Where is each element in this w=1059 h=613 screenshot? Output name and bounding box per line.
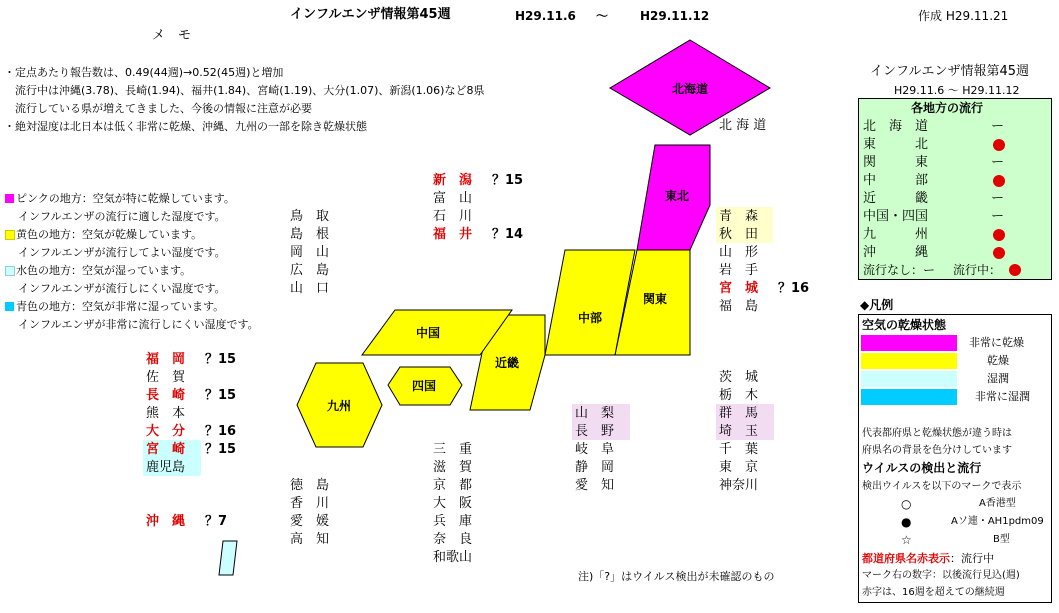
region-label-hokkaido: 北海道 bbox=[671, 82, 709, 96]
footnote: 注)「?」はウイルス検出が未確認のもの bbox=[578, 570, 775, 583]
pref-shiga: 滋 賀 bbox=[433, 460, 473, 475]
row-region: 近 畿 bbox=[863, 191, 929, 206]
memo-heading: メ モ bbox=[152, 28, 192, 43]
pref-hyogo: 兵 庫 bbox=[433, 514, 473, 529]
legend-swatch-pink bbox=[861, 335, 957, 351]
pref-tokushima: 徳 島 bbox=[290, 478, 330, 493]
pref-miyazaki: 宮 崎 bbox=[146, 442, 186, 457]
humidity-note: 黄色の地方：空気が乾燥しています。 bbox=[16, 228, 203, 241]
pref-oita-mark: ？16 bbox=[205, 424, 237, 439]
virus-desc: 検出ウイルスを以下のマークで表示 bbox=[862, 481, 1022, 492]
pref-mie: 三 重 bbox=[433, 442, 473, 457]
pref-miyazaki-mark: ？15 bbox=[205, 442, 237, 457]
table-row bbox=[859, 173, 1051, 191]
memo-line: 流行中は沖縄(3.78)、長崎(1.94)、福井(1.84)、宮崎(1.19)、大分(1.07)、新潟(1.06)など8県 bbox=[4, 84, 485, 97]
pref-tottori: 鳥 取 bbox=[290, 209, 330, 224]
pref-yamanashi: 山 梨 bbox=[575, 406, 615, 421]
pref-yamaguchi: 山 口 bbox=[290, 281, 330, 296]
pref-fukushima: 福 島 bbox=[719, 299, 759, 314]
side-dates: H29.11.6 〜 H29.11.12 bbox=[894, 84, 1020, 97]
date-to: H29.11.12 bbox=[640, 9, 710, 23]
row-status: ー bbox=[991, 119, 1005, 134]
pref-akita: 秋 田 bbox=[719, 227, 759, 242]
active-dot-icon bbox=[993, 247, 1005, 259]
virus-mark-icon: ○ bbox=[901, 497, 912, 511]
pref-saitama: 埼 玉 bbox=[719, 424, 759, 439]
pref-iwate: 岩 手 bbox=[719, 263, 759, 278]
virus-label: B型 bbox=[993, 534, 1010, 545]
legend-note: 府県名の背景を色分けしています bbox=[862, 445, 1012, 456]
table-row bbox=[859, 191, 1051, 209]
table-row bbox=[859, 209, 1051, 227]
table-row bbox=[859, 137, 1051, 155]
pref-shizuoka: 静 岡 bbox=[575, 460, 615, 475]
legend-note: 代表都府県と乾燥状態が違う時は bbox=[862, 428, 1012, 439]
pref-gunma: 群 馬 bbox=[719, 406, 759, 421]
pref-shimane: 島 根 bbox=[290, 227, 330, 242]
legend-label: 非常に乾燥 bbox=[969, 336, 1024, 349]
row-region: 北 海 道 bbox=[863, 119, 929, 134]
legend-title: 空気の乾燥状態 bbox=[862, 318, 947, 332]
region-label-chugoku: 中国 bbox=[415, 326, 441, 340]
legend-swatch-yellow bbox=[861, 353, 957, 369]
row-status: ー bbox=[991, 191, 1005, 206]
pref-kagawa: 香 川 bbox=[290, 496, 330, 511]
legend-box bbox=[858, 314, 1052, 603]
pref-gifu: 岐 阜 bbox=[575, 442, 615, 457]
pref-okayama: 岡 山 bbox=[290, 245, 330, 260]
virus-mark-icon: ● bbox=[901, 515, 912, 529]
pref-saga: 佐 賀 bbox=[146, 370, 186, 385]
pref-kagoshima: 鹿児島 bbox=[146, 460, 186, 475]
pref-miyagi-mark: ？16 bbox=[778, 281, 810, 296]
memo-line: ・絶対湿度は北日本は低く非常に乾燥、沖縄、九州の一部を除き乾燥状態 bbox=[4, 120, 367, 133]
pref-okinawa-mark: ？7 bbox=[205, 514, 228, 529]
pref-okinawa: 沖 縄 bbox=[146, 514, 186, 529]
page-title: インフルエンザ情報第45週 bbox=[290, 7, 451, 22]
number-note: マーク右の数字：以後流行見込(週) bbox=[862, 570, 1020, 581]
virus-label: Aソ連・AH1pdm09 bbox=[951, 516, 1044, 527]
humidity-note-sub: インフルエンザが流行しにくい湿度です。 bbox=[18, 282, 226, 295]
pref-oita: 大 分 bbox=[146, 424, 186, 439]
created-date: 作成 H29.11.21 bbox=[918, 9, 1009, 23]
legend-heading: ◆凡例 bbox=[860, 298, 894, 312]
table-row bbox=[859, 227, 1051, 245]
footer-active: 流行中： bbox=[953, 263, 1002, 277]
region-label-kinki: 近畿 bbox=[494, 356, 520, 370]
red-number-note: 赤字は、16週を超えての継続週 bbox=[862, 587, 1005, 598]
table-row bbox=[859, 245, 1051, 263]
legend-label: 湿潤 bbox=[987, 372, 1009, 385]
footer-none: 流行なし：ー bbox=[863, 263, 936, 277]
pref-toyama: 富 山 bbox=[433, 191, 473, 206]
pref-nagasaki: 長 崎 bbox=[146, 388, 186, 403]
pref-fukui-mark: ？14 bbox=[492, 227, 524, 242]
legend-swatch-blue bbox=[861, 389, 957, 405]
pref-tochigi: 栃 木 bbox=[719, 388, 759, 403]
regional-status-table bbox=[858, 98, 1052, 280]
row-status: ー bbox=[991, 209, 1005, 224]
region-label-shikoku: 四国 bbox=[411, 379, 437, 393]
virus-mark-icon: ☆ bbox=[901, 533, 912, 547]
pref-nagasaki-mark: ？15 bbox=[205, 388, 237, 403]
memo-line: 流行している県が増えてきました、今後の情報に注意が必要 bbox=[4, 102, 312, 115]
active-dot-icon bbox=[993, 175, 1005, 187]
region-label-tohoku: 東北 bbox=[664, 189, 690, 203]
humidity-note-sub: インフルエンザの流行に適した湿度です。 bbox=[18, 210, 226, 223]
pref-aichi: 愛 知 bbox=[575, 478, 615, 493]
red-desc: ：流行中 bbox=[950, 552, 994, 565]
legend-swatch-lightblue bbox=[861, 371, 957, 387]
pref-fukui: 福 井 bbox=[433, 227, 473, 242]
pref-tokyo: 東 京 bbox=[719, 460, 759, 475]
pref-kanagawa: 神奈川 bbox=[719, 478, 759, 493]
pref-niigata-mark: ？15 bbox=[492, 173, 524, 188]
row-region: 関 東 bbox=[863, 155, 929, 170]
table-row bbox=[859, 119, 1051, 137]
pref-aomori: 青 森 bbox=[719, 209, 759, 224]
pref-osaka: 大 阪 bbox=[433, 496, 473, 511]
humidity-note: 青色の地方：空気が非常に湿っています。 bbox=[16, 300, 225, 313]
pref-niigata: 新 潟 bbox=[433, 173, 473, 188]
pref-hiroshima: 広 島 bbox=[290, 263, 330, 278]
table-row bbox=[859, 155, 1051, 173]
humidity-note: ピンクの地方：空気が特に乾燥しています。 bbox=[16, 192, 235, 205]
legend-label: 乾燥 bbox=[987, 354, 1009, 367]
memo-line: ・定点あたり報告数は、0.49(44週)→0.52(45週)と増加 bbox=[4, 66, 284, 79]
pref-ibaraki: 茨 城 bbox=[719, 370, 759, 385]
table-title: 各地方の流行 bbox=[911, 101, 984, 115]
pref-kyoto: 京 都 bbox=[433, 478, 473, 493]
date-from: H29.11.6 bbox=[515, 9, 576, 23]
region-okinawa bbox=[219, 541, 237, 575]
pref-ehime: 愛 媛 bbox=[290, 514, 330, 529]
virus-title: ウイルスの検出と流行 bbox=[862, 461, 982, 475]
pref-yamagata: 山 形 bbox=[719, 245, 759, 260]
row-region: 中国・四国 bbox=[863, 209, 929, 224]
pref-miyagi: 宮 城 bbox=[719, 281, 759, 296]
row-region: 中 部 bbox=[863, 173, 929, 188]
pref-nagano: 長 野 bbox=[575, 424, 615, 439]
region-label-chubu: 中部 bbox=[577, 311, 603, 325]
hokkaido-pref-label: 北 海 道 bbox=[719, 118, 767, 133]
pref-fukuoka-mark: ？15 bbox=[205, 352, 237, 367]
region-label-kanto: 関東 bbox=[642, 292, 668, 306]
humidity-note-sub: インフルエンザが非常に流行しにくい湿度です。 bbox=[18, 318, 259, 331]
humidity-note-sub: インフルエンザが流行してよい湿度です。 bbox=[18, 246, 226, 259]
pref-wakayama: 和歌山 bbox=[433, 550, 473, 565]
row-region: 東 北 bbox=[863, 137, 929, 152]
side-title: インフルエンザ情報第45週 bbox=[870, 64, 1030, 79]
pref-kumamoto: 熊 本 bbox=[146, 406, 186, 421]
row-status: ー bbox=[991, 155, 1005, 170]
active-dot-icon bbox=[993, 229, 1005, 241]
legend-label: 非常に湿潤 bbox=[975, 390, 1030, 403]
pref-nara: 奈 良 bbox=[433, 532, 473, 547]
active-dot-icon bbox=[1009, 264, 1021, 276]
virus-label: A香港型 bbox=[979, 498, 1016, 509]
date-tilde: 〜 bbox=[596, 9, 609, 23]
pref-kochi: 高 知 bbox=[290, 532, 330, 547]
row-region: 沖 縄 bbox=[863, 245, 929, 260]
humidity-note: 水色の地方：空気が湿っています。 bbox=[16, 264, 192, 277]
red-display-note bbox=[862, 552, 994, 565]
red-label: 都道府県名赤表示 bbox=[862, 552, 950, 565]
row-region: 九 州 bbox=[863, 227, 929, 242]
region-label-kyushu: 九州 bbox=[326, 399, 352, 413]
pref-ishikawa: 石 川 bbox=[433, 209, 473, 224]
pref-fukuoka: 福 岡 bbox=[146, 352, 186, 367]
pref-chiba: 千 葉 bbox=[719, 442, 759, 457]
active-dot-icon bbox=[993, 139, 1005, 151]
